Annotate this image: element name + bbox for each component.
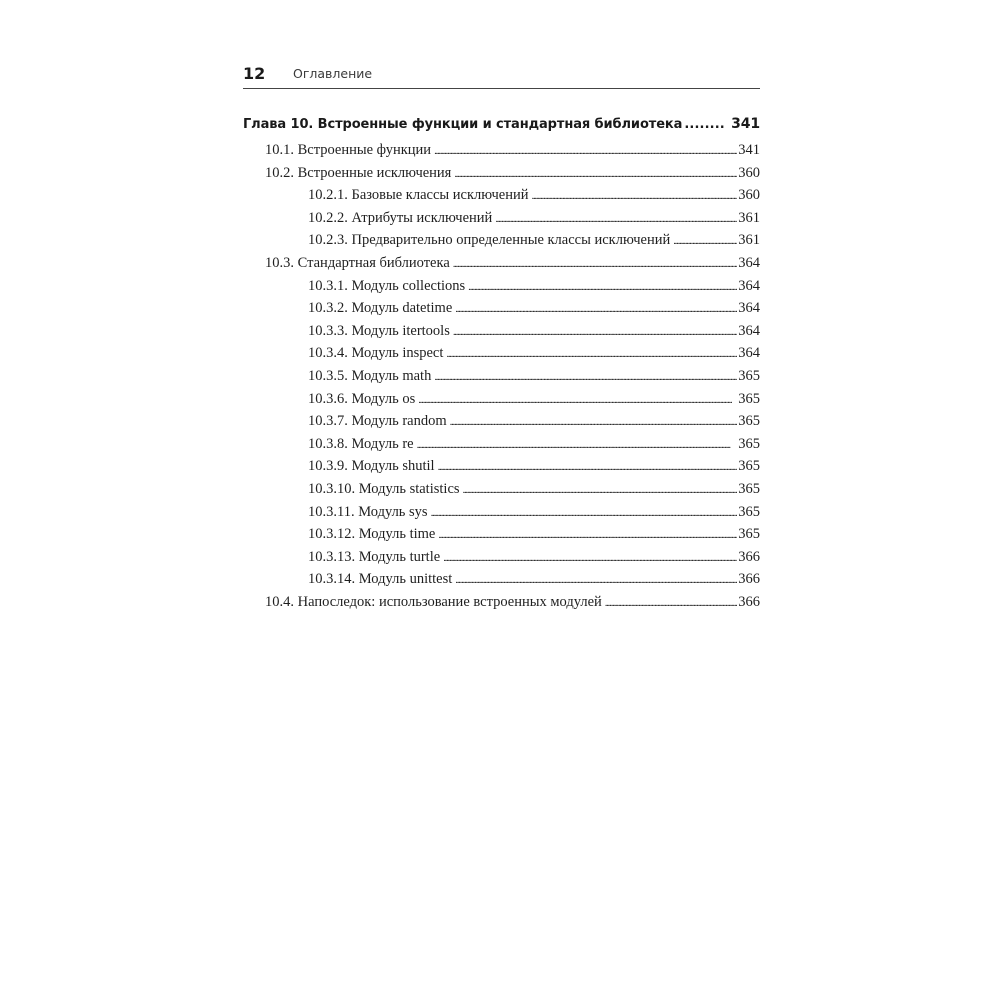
dot-leader bbox=[438, 529, 737, 541]
toc-entry-title: 10.2.3. Предварительно определенные классы исключений bbox=[308, 232, 671, 249]
toc-entry-page: 364 bbox=[738, 322, 760, 339]
toc-entry bbox=[243, 345, 760, 368]
running-title: Оглавление bbox=[293, 66, 373, 81]
toc-entry-title: 10.2. Встроенные исключения bbox=[265, 164, 452, 181]
dot-leader bbox=[443, 552, 737, 564]
toc-entry-page: 365 bbox=[738, 503, 760, 520]
toc-entry bbox=[243, 165, 760, 188]
toc-entry-page: 365 bbox=[738, 367, 760, 384]
toc-entry-page: 364 bbox=[738, 254, 760, 271]
dot-leader bbox=[431, 507, 738, 519]
toc-entry-page: 365 bbox=[738, 480, 760, 497]
toc-entry-title: 10.3.3. Модуль itertools bbox=[308, 322, 450, 339]
toc-entry-page: 361 bbox=[738, 232, 760, 249]
dot-leader bbox=[684, 117, 725, 132]
toc-entry-title: 10.3.6. Модуль os bbox=[308, 390, 416, 407]
toc-entry bbox=[243, 526, 760, 549]
toc-entry-title: 10.3.9. Модуль shutil bbox=[308, 458, 435, 475]
toc-entry bbox=[243, 300, 760, 323]
dot-leader bbox=[495, 213, 737, 225]
dot-leader bbox=[454, 168, 737, 180]
toc-chapter-heading bbox=[243, 116, 760, 142]
toc-entry-page: 365 bbox=[738, 390, 760, 407]
dot-leader bbox=[455, 303, 737, 315]
toc-entry bbox=[243, 210, 760, 233]
toc-entry-title: 10.3.5. Модуль math bbox=[308, 367, 432, 384]
running-header bbox=[243, 62, 760, 88]
header-rule bbox=[243, 88, 760, 89]
toc-entry-title: 10.3.12. Модуль time bbox=[308, 526, 436, 543]
toc-entry-title: 10.4. Напоследок: использование встроенных модулей bbox=[265, 593, 602, 610]
toc-entry-page: 365 bbox=[738, 435, 760, 452]
toc-entry-title: 10.2.2. Атрибуты исключений bbox=[308, 209, 493, 226]
dot-leader bbox=[434, 145, 737, 157]
toc-entry-page: 361 bbox=[738, 209, 760, 226]
toc-entry-title: 10.3. Стандартная библиотека bbox=[265, 254, 450, 271]
toc-entry-page: 365 bbox=[738, 413, 760, 430]
dot-leader bbox=[468, 281, 737, 293]
toc-entry bbox=[243, 571, 760, 594]
toc-entry-page: 364 bbox=[738, 277, 760, 294]
toc-entry bbox=[243, 594, 760, 617]
dot-leader bbox=[450, 416, 738, 428]
toc-entry bbox=[243, 142, 760, 165]
toc-entry bbox=[243, 413, 760, 436]
toc-entry bbox=[243, 278, 760, 301]
toc-entry-title: 10.3.1. Модуль collections bbox=[308, 277, 466, 294]
toc-entry-title: 10.3.2. Модуль datetime bbox=[308, 300, 453, 317]
table-of-contents bbox=[243, 116, 760, 616]
dot-leader bbox=[417, 439, 738, 451]
toc-entry-title: 10.3.7. Модуль random bbox=[308, 413, 447, 430]
toc-entry-page: 364 bbox=[738, 345, 760, 362]
toc-entry-page: 360 bbox=[738, 187, 760, 204]
chapter-title: Глава 10. Встроенные функции и стандартная библиотека bbox=[243, 117, 683, 132]
dot-leader bbox=[463, 484, 738, 496]
toc-entry bbox=[243, 504, 760, 527]
toc-entry bbox=[243, 549, 760, 572]
toc-entry-page: 364 bbox=[738, 300, 760, 317]
toc-entry-title: 10.3.13. Модуль turtle bbox=[308, 548, 441, 565]
toc-entry-title: 10.2.1. Базовые классы исключений bbox=[308, 187, 529, 204]
toc-entry bbox=[243, 436, 760, 459]
dot-leader bbox=[418, 394, 737, 406]
toc-entry bbox=[243, 458, 760, 481]
dot-leader bbox=[434, 371, 737, 383]
toc-entry-page: 365 bbox=[738, 458, 760, 475]
toc-entry-title: 10.1. Встроенные функции bbox=[265, 142, 432, 158]
toc-entry-title: 10.3.10. Модуль statistics bbox=[308, 480, 460, 497]
toc-entry-page: 365 bbox=[738, 526, 760, 543]
page-number: 12 bbox=[243, 64, 266, 83]
dot-leader bbox=[453, 258, 737, 270]
dot-leader bbox=[455, 574, 737, 586]
toc-entry bbox=[243, 323, 760, 346]
dot-leader bbox=[446, 348, 737, 360]
toc-entry-page: 366 bbox=[738, 593, 760, 610]
toc-entry bbox=[243, 368, 760, 391]
toc-entry bbox=[243, 255, 760, 278]
toc-entry-title: 10.3.8. Модуль re bbox=[308, 435, 414, 452]
toc-entry-page: 366 bbox=[738, 571, 760, 588]
toc-entry bbox=[243, 232, 760, 255]
toc-entry bbox=[243, 187, 760, 210]
chapter-page-number: 341 bbox=[731, 116, 760, 132]
toc-entry-title: 10.3.4. Модуль inspect bbox=[308, 345, 444, 362]
toc-entry-page: 360 bbox=[738, 164, 760, 181]
dot-leader bbox=[453, 326, 737, 338]
dot-leader bbox=[532, 190, 738, 202]
dot-leader bbox=[605, 597, 737, 609]
dot-leader bbox=[673, 235, 737, 247]
toc-entry-page: 341 bbox=[738, 142, 760, 158]
toc-entry bbox=[243, 391, 760, 414]
toc-entry-title: 10.3.11. Модуль sys bbox=[308, 503, 428, 520]
toc-entry bbox=[243, 481, 760, 504]
toc-entry-page: 366 bbox=[738, 548, 760, 565]
toc-entry-title: 10.3.14. Модуль unittest bbox=[308, 571, 453, 588]
dot-leader bbox=[438, 461, 738, 473]
